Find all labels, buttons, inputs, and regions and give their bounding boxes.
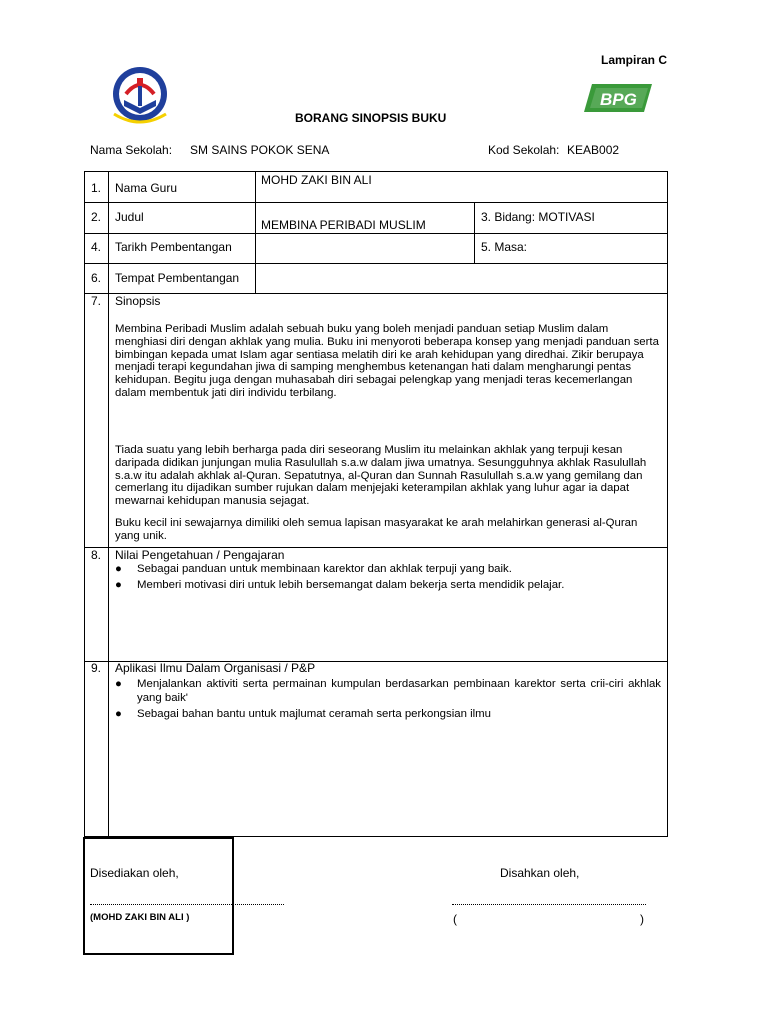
synopsis-paragraph-2: Tiada suatu yang lebih berharga pada diri seseorang Muslim itu melainkan akhlak yang terpuji kesan daripada didikan junjungan mulia Rasulullah s.a.w dalam jiwa umatnya. Sesungguhnya akhlak Rasulullah s.a.w itu adalah akhlak al-Quran. Sepatutnya, al-Quran dan Sunnah Rasulullah s.a.w yang gemilang dan cemerlang itu dijadikan sumber rujukan dalam menjejaki keterampilan akhlak yang luhur agar ia dapat mewarnai kehidupan manusia sejagat.: [115, 444, 647, 508]
teacher-name-label: Nama Guru: [115, 181, 178, 195]
approved-open-paren: (: [453, 912, 457, 926]
prepared-signature-line: [90, 904, 284, 905]
time-label: 5. Masa:: [481, 240, 528, 254]
row-6-number: 6.: [91, 271, 102, 285]
application-bullet-2: ● Sebagai bahan bantu untuk majlumat ceramah serta perkongsian ilmu: [115, 708, 491, 720]
approved-close-paren: ): [640, 912, 644, 926]
field-label: 3. Bidang: MOTIVASI: [481, 210, 595, 224]
ministry-logo: [104, 64, 176, 126]
approved-signature-line: [452, 904, 646, 905]
title-value: MEMBINA PERIBADI MUSLIM: [261, 218, 426, 232]
synopsis-paragraph-1: Membina Peribadi Muslim adalah sebuah buku yang boleh menjadi panduan setiap Muslim dalam menghiasi diri dengan akhlak yang mulia. Buku ini menyoroti beberapa konsep yang menjadi panduan serta bimbingan kepada umat Islam agar sentiasa melatih diri ke arah kehidupan yang diredhai. Zikir berupaya menjadi terapi kegundahan jiwa di samping menghembus ketenangan hati dalam mengharungi pentas kehidupan. Begitu juga dengan muhasabah diri sebagai pelengkap yang menjadi teras kecemerlangan dalam membentuk jati diri individu terbilang.: [115, 323, 659, 399]
row-7-number: 7.: [91, 294, 102, 308]
bpg-logo: [584, 80, 654, 116]
school-name-label: Nama Sekolah:: [90, 143, 173, 157]
form-title: BORANG SINOPSIS BUKU: [295, 111, 447, 125]
presentation-place-label: Tempat Pembentangan: [115, 271, 240, 285]
row-4-number: 4.: [91, 240, 102, 254]
approved-by-label: Disahkan oleh,: [500, 866, 580, 880]
values-bullet-2: ● Memberi motivasi diri untuk lebih bersemangat dalam bekerja serta mendidik pelajar.: [115, 579, 565, 591]
prepared-by-name: (MOHD ZAKI BIN ALI ): [90, 912, 190, 923]
values-label: Nilai Pengetahuan / Pengajaran: [115, 548, 285, 562]
school-name-value: SM SAINS POKOK SENA: [190, 143, 330, 157]
bpg-logo-icon: [584, 80, 654, 116]
lampiran-label: Lampiran C: [601, 53, 668, 67]
ministry-logo-icon: [104, 64, 176, 126]
application-bullet-1: ● Menjalankan aktiviti serta permainan kumpulan berdasarkan pembinaan karektor serta crii-ciri akhlak yang baik': [115, 678, 661, 704]
school-code-label: Kod Sekolah:: [488, 143, 560, 157]
values-bullet-1: ● Sebagai panduan untuk membinaan karektor dan akhlak terpuji yang baik.: [115, 563, 512, 575]
prepared-by-label: Disediakan oleh,: [90, 866, 179, 880]
application-label: Aplikasi Ilmu Dalam Organisasi / P&P: [115, 661, 316, 675]
bpg-logo-text: BPG: [600, 90, 637, 109]
prepared-by-box: [83, 837, 234, 955]
row-2-number: 2.: [91, 210, 102, 224]
synopsis-label: Sinopsis: [115, 294, 161, 308]
synopsis-paragraph-3: Buku kecil ini sewajarnya dimiliki oleh semua lapisan masyarakat ke arah melahirkan generasi al-Quran yang unik.: [115, 517, 638, 542]
synopsis-form-table: [84, 171, 668, 837]
presentation-date-label: Tarikh Pembentangan: [115, 240, 232, 254]
row-9-number: 9.: [91, 661, 102, 675]
teacher-name-value: MOHD ZAKI BIN ALI: [261, 173, 372, 187]
row-8-number: 8.: [91, 548, 102, 562]
school-code-value: KEAB002: [567, 143, 620, 157]
title-label: Judul: [115, 210, 144, 224]
row-1-number: 1.: [91, 181, 102, 195]
